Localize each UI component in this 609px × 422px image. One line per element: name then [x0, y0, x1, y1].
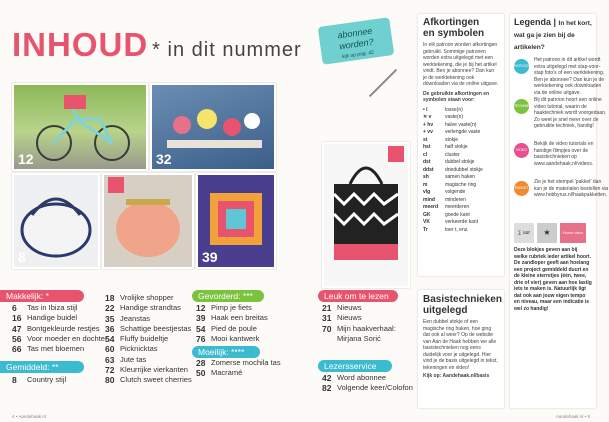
afkortingen-panel: Afkortingen en symbolen In elk patroon worden afkortingen gebruikt. Sommige patronen worden extra uitgelegd met een werktekening, die je bij het artikel vindt. Ben je abonnee? Dan kun je de werktekening ook downloaden via de online uitgave. De gebruikte afkortingen en symbolen staan voor: • l losse(n) ✕ v vaste(n) + hv halve vaste(n) + vv verlengde vaste st stokje hst half stokje cl cluster dst dubbel stokje ddst driedubbel stokje sh samen haken m magische ring vlg volgende mind minderen meerd meerderen GK goede kant VK verkeerde kant Tr toer t, enz.	[418, 14, 504, 276]
moeilijk-list	[196, 358, 281, 379]
footer-left: 4 • Aandehaak.nl	[12, 414, 46, 419]
symbol-row: + hv halve vaste(n)	[423, 121, 477, 128]
bag-illustration	[14, 175, 98, 267]
lezers-list	[322, 373, 413, 394]
middle-list	[105, 293, 192, 386]
hourglass-icon: ∑ uur	[514, 223, 534, 243]
legenda-item: PATROON Het patroon in dit artikel wordt extra uitgelegd met stap-voor-stap foto's of een werktekening. Ben je abonnee? Dan kun je de werktekening ook downloaden via de online uitgave.	[514, 57, 605, 96]
list-item[interactable]: 63 Jute tas	[105, 354, 147, 365]
home-deco-icon: Home deco	[560, 223, 586, 243]
star-icon: ★	[537, 223, 557, 243]
list-item[interactable]: 8 Country stijl	[12, 375, 67, 385]
section-moeilijk: Moeilijk: ****	[192, 346, 260, 358]
section-gemiddeld: Gemiddeld: **	[0, 361, 84, 373]
photo-jeans-bag[interactable]: 32	[150, 83, 276, 171]
list-item[interactable]: 70 Mijn haakverhaal:	[322, 323, 396, 334]
section-gevorderd: Gevorderd: ***	[192, 290, 264, 302]
list-item[interactable]: 21 Nieuws	[322, 303, 362, 313]
symbol-row: ddst driedubbel stokje	[423, 166, 483, 173]
symbol-row: dst dubbel stokje	[423, 159, 475, 165]
photo-fluffy-pouch[interactable]: 44	[102, 173, 194, 269]
list-item[interactable]: Mirjana Sorić	[337, 333, 381, 343]
needle-icon	[369, 69, 397, 97]
list-item[interactable]: 72 Kleurrijke vierkanten	[105, 365, 188, 376]
list-item[interactable]: 80 Clutch sweet cherries	[105, 375, 192, 386]
basis-panel: Basistechnieken uitgelegd Een dubbel stokje of een magische ring haken, hoe ging dat ook al weer? Op de website van Aan de Haak hebben we alle basistechnieken nog eens duidelijk voor je uitgelegd. Hier vind je de basis uitgelegd in tekst, tekeningen en video! Kijk op: Aandehaak.nl/basis	[418, 290, 504, 408]
list-item[interactable]: 66 Tas met bloemen	[12, 344, 85, 355]
list-item[interactable]: 31 Nieuws	[322, 313, 362, 324]
symbol-row: ✕ v vaste(n)	[423, 114, 464, 120]
subscribe-tag[interactable]: abonnee worden? kijk op pag. 42	[318, 17, 395, 65]
symbol-row: sh samen haken	[423, 174, 476, 180]
list-item[interactable]: 60 Picknicktas	[105, 344, 158, 355]
symbol-row: cl cluster	[423, 151, 460, 158]
symbol-row: m magische ring	[423, 181, 477, 188]
video-badge-icon: VIDEO	[514, 143, 529, 158]
symbol-row: GK goede kant	[423, 211, 470, 218]
list-item[interactable]: 22 Handige strandtas	[105, 303, 181, 314]
basis-title: Basistechnieken uitgelegd	[423, 294, 502, 316]
photo-knit-bag[interactable]: 39	[196, 173, 276, 269]
photo-country-bag[interactable]: 8	[12, 173, 100, 269]
list-item[interactable]: 56 Voor moeder en dochter	[12, 333, 108, 344]
photo-pied-de-poule[interactable]: 54	[322, 142, 410, 288]
symbol-row: VK verkeerde kant	[423, 219, 479, 225]
list-item[interactable]: 42 Word abonnee	[322, 373, 387, 383]
list-item[interactable]: 12 Pimp je fiets	[196, 303, 252, 313]
list-item[interactable]: 35 Jeanstas	[105, 313, 151, 324]
legenda-item: VIDEO Bekijk de video tutorials en handige filmpjes over de basistechnieken op www.aandehaak.nl/videos.	[514, 141, 592, 179]
symbol-row: vlg volgende	[423, 189, 466, 195]
list-item[interactable]: 39 Haak een breitas	[196, 313, 268, 324]
section-lezersservice: Lezersservice	[318, 360, 392, 372]
footer-right: Aandehaak.nl • 5	[555, 414, 590, 419]
symbol-row: mind minderen	[423, 196, 466, 203]
legenda-title: Legenda | In het kort, wat ga je zien bij de artikelen?	[514, 17, 592, 51]
pakket-badge-icon: PAKKET	[514, 181, 529, 196]
leuk-list	[322, 303, 396, 344]
section-leuk: Leuk om te lezen	[318, 290, 398, 302]
symbol-list	[423, 107, 499, 235]
legenda-item: TECHNIEK Bij dit patroon hoort een online video tutorial, waarin de haaktechniek wordt voorgedaan. Zo weet je snel meer over de gebruikte techniek, handig!	[514, 97, 607, 129]
legenda-icons	[514, 223, 592, 243]
list-item[interactable]: 6 Tas in Ibiza stijl	[12, 303, 78, 313]
gemiddeld-list	[12, 375, 66, 385]
list-item[interactable]: 54 Fluffy buideltje	[105, 334, 169, 345]
section-makkelijk: Makkelijk: *	[0, 290, 84, 302]
list-item[interactable]: 76 Mooi kantwerk	[196, 333, 260, 344]
symbol-row: meerd meerderen	[423, 204, 470, 210]
symbol-row: • l losse(n)	[423, 106, 463, 113]
symbol-row: st stokje	[423, 136, 459, 143]
basis-link[interactable]: Kijk op: Aandehaak.nl/basis	[423, 373, 490, 379]
symbol-row: hst half stokje	[423, 144, 468, 150]
list-item[interactable]: 50 Macramé	[196, 368, 243, 379]
list-item[interactable]: 36 Schattige beestjestas	[105, 323, 192, 334]
patroon-badge-icon: PATROON	[514, 59, 529, 74]
list-item[interactable]: 28 Zomerse mochila tas	[196, 358, 281, 368]
pattern-bag-illustration	[324, 144, 408, 286]
legenda-item: PAKKET Zie je het stempel 'pakket' dan kun je de materialen bestellen via www.hobbyrus.nl/haakpakketten.	[514, 179, 609, 198]
list-item[interactable]: 18 Vrolijke shopper	[105, 293, 174, 303]
list-item[interactable]: 47 Bontgekleurde restjes	[12, 323, 100, 334]
legenda-panel: Legenda | In het kort, wat ga je zien bij de artikelen? PATROON Het patroon in dit artikel wordt extra uitgelegd met stap-voor-stap foto's of een werktekening. Ben je abonnee? Dan kun je de werktekening ook downloaden via de online uitgave. TECHNIEK Bij dit patroon hoort een online video tutorial, waarin de haaktechniek wordt voorgedaan. Zo weet je snel meer over de gebruikte techniek, handig! VIDEO Bekijk de video tutorials en handige filmpjes over de basistechnieken op www.aandehaak.nl/videos. PAKKET Zie je het stempel 'pakket' dan kun je de materialen bestellen via www.hobbyrus.nl/haakpakketten. ∑ uur ★ Home deco Deze blokjes geven aan bij welke rubriek ieder artikel hoort. De zandloper geeft aan hoelang een project gemiddeld duurt en de kleine sterretjes (één, twee, drie of vier) geven aan hoe lastig iets te maken is. Natuurlijk ligt dat ook aan jouw eigen tempo en niveau, maar een indicatie is wel zo handig!	[510, 14, 596, 408]
list-item[interactable]: 16 Handige buidel	[12, 313, 78, 324]
page-title: INHOUD * in dit nummer	[12, 26, 302, 63]
afkortingen-title: Afkortingen en symbolen	[423, 17, 485, 39]
gevorderd-list	[196, 303, 268, 344]
photo-bike[interactable]: 12	[12, 83, 148, 171]
symbol-row: + vv verlengde vaste	[423, 129, 481, 135]
makkelijk-list	[12, 303, 107, 354]
list-item[interactable]: 54 Pied de poule	[196, 323, 257, 334]
techniek-badge-icon: TECHNIEK	[514, 99, 529, 114]
symbol-row: Tr toer t, enz.	[423, 226, 469, 233]
list-item[interactable]: 82 Volgende keer/Colofon	[322, 383, 413, 394]
